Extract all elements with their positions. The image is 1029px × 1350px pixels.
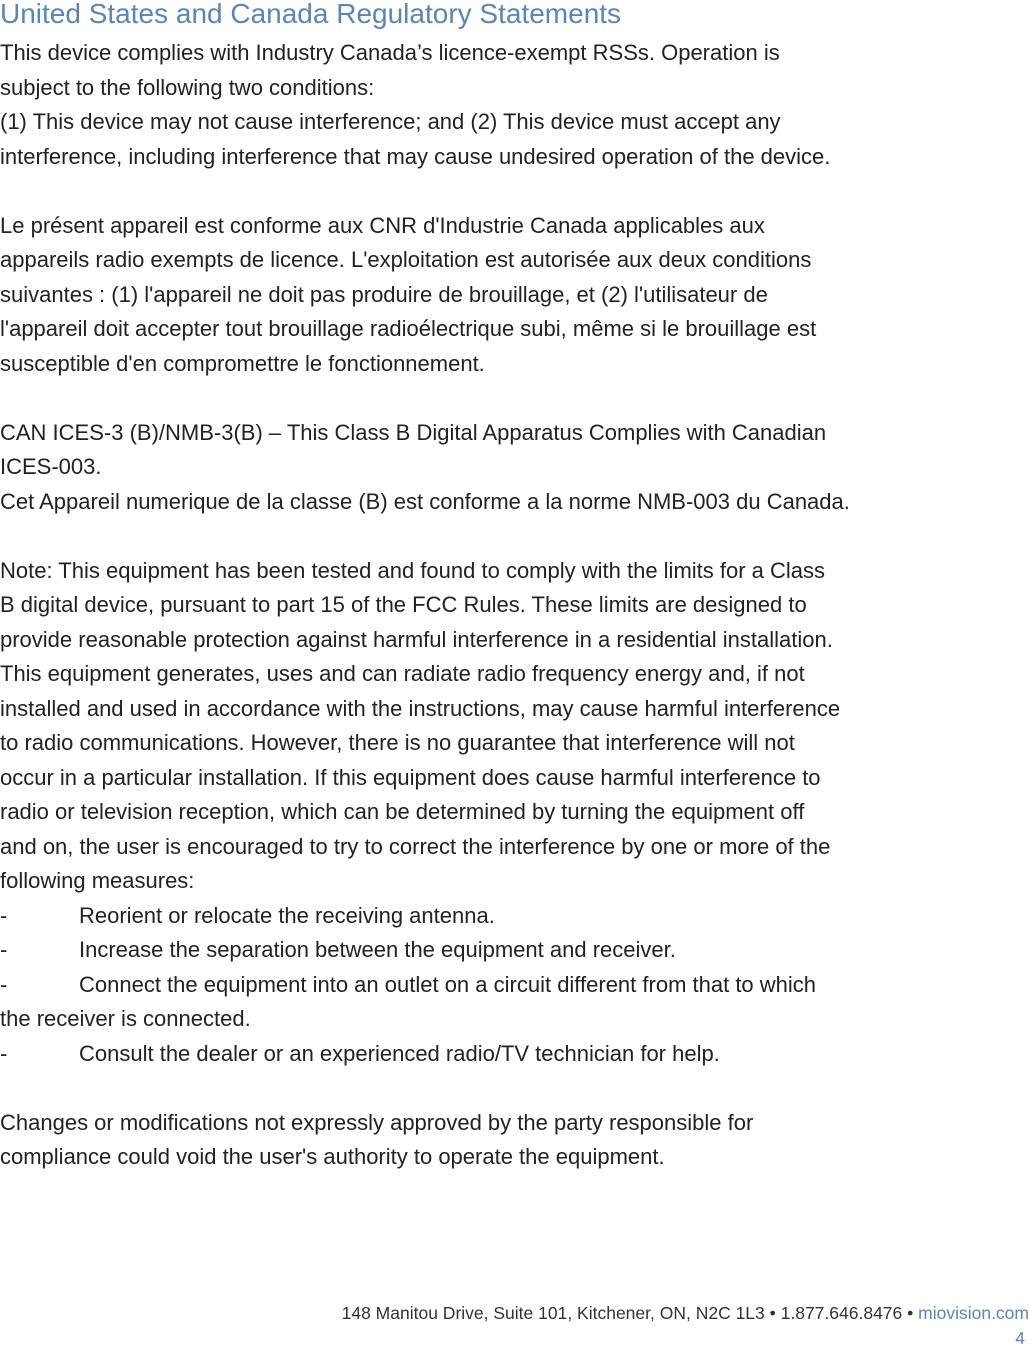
list-marker: - [0,937,8,962]
page-title: United States and Canada Regulatory Statements [0,0,622,29]
text-line: Note: This equipment has been tested and found to comply with the limits for a Class [0,557,826,583]
text-line: B digital device, pursuant to part 15 of the FCC Rules. These limits are designed to [0,592,807,617]
list-item-text: Increase the separation between the equipment and receiver. [79,937,676,962]
list-item [0,1037,1000,1072]
text-line: CAN ICES-3 (B)/NMB-3(B) – This Class B Digital Apparatus Complies with Canadian [0,419,827,445]
text-line: This equipment generates, uses and can radiate radio frequency energy and, if not [0,661,805,686]
list-marker: - [0,971,8,997]
list-item-continuation: the receiver is connected. [0,1006,251,1031]
page-number: 4 [1015,1328,1025,1348]
text-line: interference, including interference that may cause undesired operation of the device. [0,143,831,169]
list-item [0,933,1000,968]
text-line: appareils radio exempts de licence. L'exploitation est autorisée aux deux conditions [0,247,812,272]
paragraph-ic-compliance-fr [0,209,1000,382]
paragraph-spacer [0,519,1000,554]
text-line: suivantes : (1) l'appareil ne doit pas produire de brouillage, et (2) l'utilisateur de [0,281,768,307]
document-body [0,36,1000,1175]
text-line: to radio communications. However, there is no guarantee that interference will not [0,730,795,755]
text-line: This device complies with Industry Canada’s licence-exempt RSSs. Operation is [0,40,780,65]
paragraph-spacer [0,381,1000,416]
text-line: subject to the following two conditions: [0,74,375,100]
text-line: installed and used in accordance with the instructions, may cause harmful interference [0,695,841,721]
text-line: susceptible d'en compromettre le fonctionnement. [0,350,485,376]
website-link[interactable]: miovision.com [918,1303,1029,1323]
text-line: Cet Appareil numerique de la classe (B) est conforme a la norme NMB-003 du Canada. [0,488,850,514]
text-line: Le présent appareil est conforme aux CNR d'Industrie Canada applicables aux [0,212,765,238]
paragraph-ices-003 [0,416,1000,520]
list-marker: - [0,902,8,928]
text-line: ICES-003. [0,454,102,479]
paragraph-spacer [0,174,1000,209]
text-line: and on, the user is encouraged to try to correct the interference by one or more of the [0,833,831,859]
text-line: l'appareil doit accepter tout brouillage radioélectrique subi, même si le brouillage est [0,316,817,341]
text-line: compliance could void the user's authority to operate the equipment. [0,1144,665,1169]
text-line: radio or television reception, which can be determined by turning the equipment off [0,799,805,824]
paragraph-modifications-warning [0,1106,1000,1175]
measures-list [0,899,1000,1072]
text-line: (1) This device may not cause interference; and (2) This device must accept any [0,109,781,134]
footer-address: 148 Manitou Drive, Suite 101, Kitchener, ON, N2C 1L3 • 1.877.646.8476 • [341,1303,919,1323]
list-marker: - [0,1040,8,1066]
text-line: following measures: [0,868,195,893]
text-line: occur in a particular installation. If this equipment does cause harmful interference to [0,764,821,790]
list-item [0,968,1000,1003]
paragraph-ic-compliance-en [0,36,1000,174]
list-item-text: Connect the equipment into an outlet on a circuit different from that to which [79,971,817,997]
page-footer [342,1300,1029,1326]
paragraph-spacer [0,1071,1000,1106]
text-line: provide reasonable protection against harmful interference in a residential installation. [0,626,833,652]
list-item [0,899,1000,934]
list-item-text: Consult the dealer or an experienced radio/TV technician for help. [79,1040,720,1066]
list-item-text: Reorient or relocate the receiving antenna. [79,902,495,928]
paragraph-fcc-note [0,554,1000,899]
text-line: Changes or modifications not expressly approved by the party responsible for [0,1109,754,1135]
